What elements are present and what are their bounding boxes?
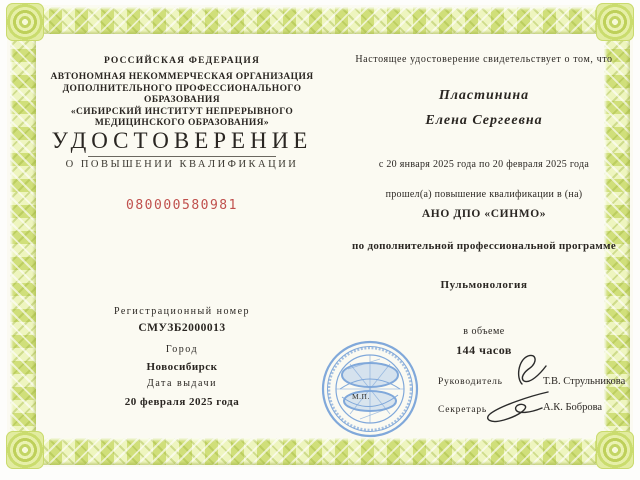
completed-text: прошел(а) повышение квалификации в (на) <box>385 189 583 200</box>
training-period: с 20 января 2025 года по 20 февраля 2025 года <box>378 159 590 170</box>
border-rosette-top-right <box>596 3 634 41</box>
organization-short-name: АНО ДПО «СИНМО» <box>421 208 547 220</box>
volume-label: в объеме <box>463 326 505 337</box>
border-rosette-bottom-left <box>6 431 44 469</box>
decorative-border-left <box>10 7 36 465</box>
title-divider <box>88 156 276 157</box>
signatures <box>470 348 570 433</box>
head-role-label: Руководитель <box>438 377 503 387</box>
organization-name-line1: АВТОНОМНАЯ НЕКОММЕРЧЕСКАЯ ОРГАНИЗАЦИЯ <box>50 72 314 82</box>
head-name: Т.В. Струльникова <box>543 376 626 387</box>
program-label: по дополнительной профессиональной программе <box>351 240 617 252</box>
issue-date-label: Дата выдачи <box>147 378 217 389</box>
decorative-border-top <box>10 7 630 34</box>
head-signature <box>519 355 546 384</box>
border-rosette-top-left <box>6 3 44 41</box>
document-subtitle: О ПОВЫШЕНИИ КВАЛИФИКАЦИИ <box>65 159 299 170</box>
serial-number: 080000580981 <box>126 198 238 213</box>
decorative-border-right <box>604 7 630 465</box>
organization-name <box>36 72 328 130</box>
volume-hours: 144 часов <box>456 343 512 357</box>
registration-number: СМУЗБ2000013 <box>138 322 226 334</box>
city-value: Новосибирск <box>146 361 218 373</box>
issue-date-value: 20 февраля 2025 года <box>124 396 240 408</box>
organization-name-line3: «СИБИРСКИЙ ИНСТИТУТ НЕПРЕРЫВНОГО <box>70 106 294 117</box>
program-name: Пульмонология <box>440 279 528 291</box>
secretary-role-label: Секретарь <box>438 405 488 415</box>
document-title: УДОСТОВЕРЕНИЕ <box>51 128 313 153</box>
organization-name-line4: МЕДИЦИНСКОГО ОБРАЗОВАНИЯ» <box>94 118 270 128</box>
official-stamp-icon <box>320 339 420 439</box>
registration-number-label: Регистрационный номер <box>113 306 251 317</box>
secretary-name: А.К. Боброва <box>543 402 603 413</box>
border-rosette-bottom-right <box>596 431 634 469</box>
organization-name-line2: ДОПОЛНИТЕЛЬНОГО ПРОФЕССИОНАЛЬНОГО ОБРАЗОВАНИЯ <box>62 83 302 105</box>
recipient-first-middle-name: Елена Сергеевна <box>425 113 543 128</box>
decorative-border-bottom <box>10 438 630 465</box>
country-header: РОССИЙСКАЯ ФЕДЕРАЦИЯ <box>103 56 261 66</box>
statement-text: Настоящее удостоверение свидетельствует о том, что <box>355 54 613 65</box>
secretary-signature <box>488 392 548 421</box>
city-label: Город <box>165 344 199 355</box>
stamp-place-mark: М.П. <box>352 392 370 401</box>
recipient-last-name: Пластинина <box>438 88 530 103</box>
